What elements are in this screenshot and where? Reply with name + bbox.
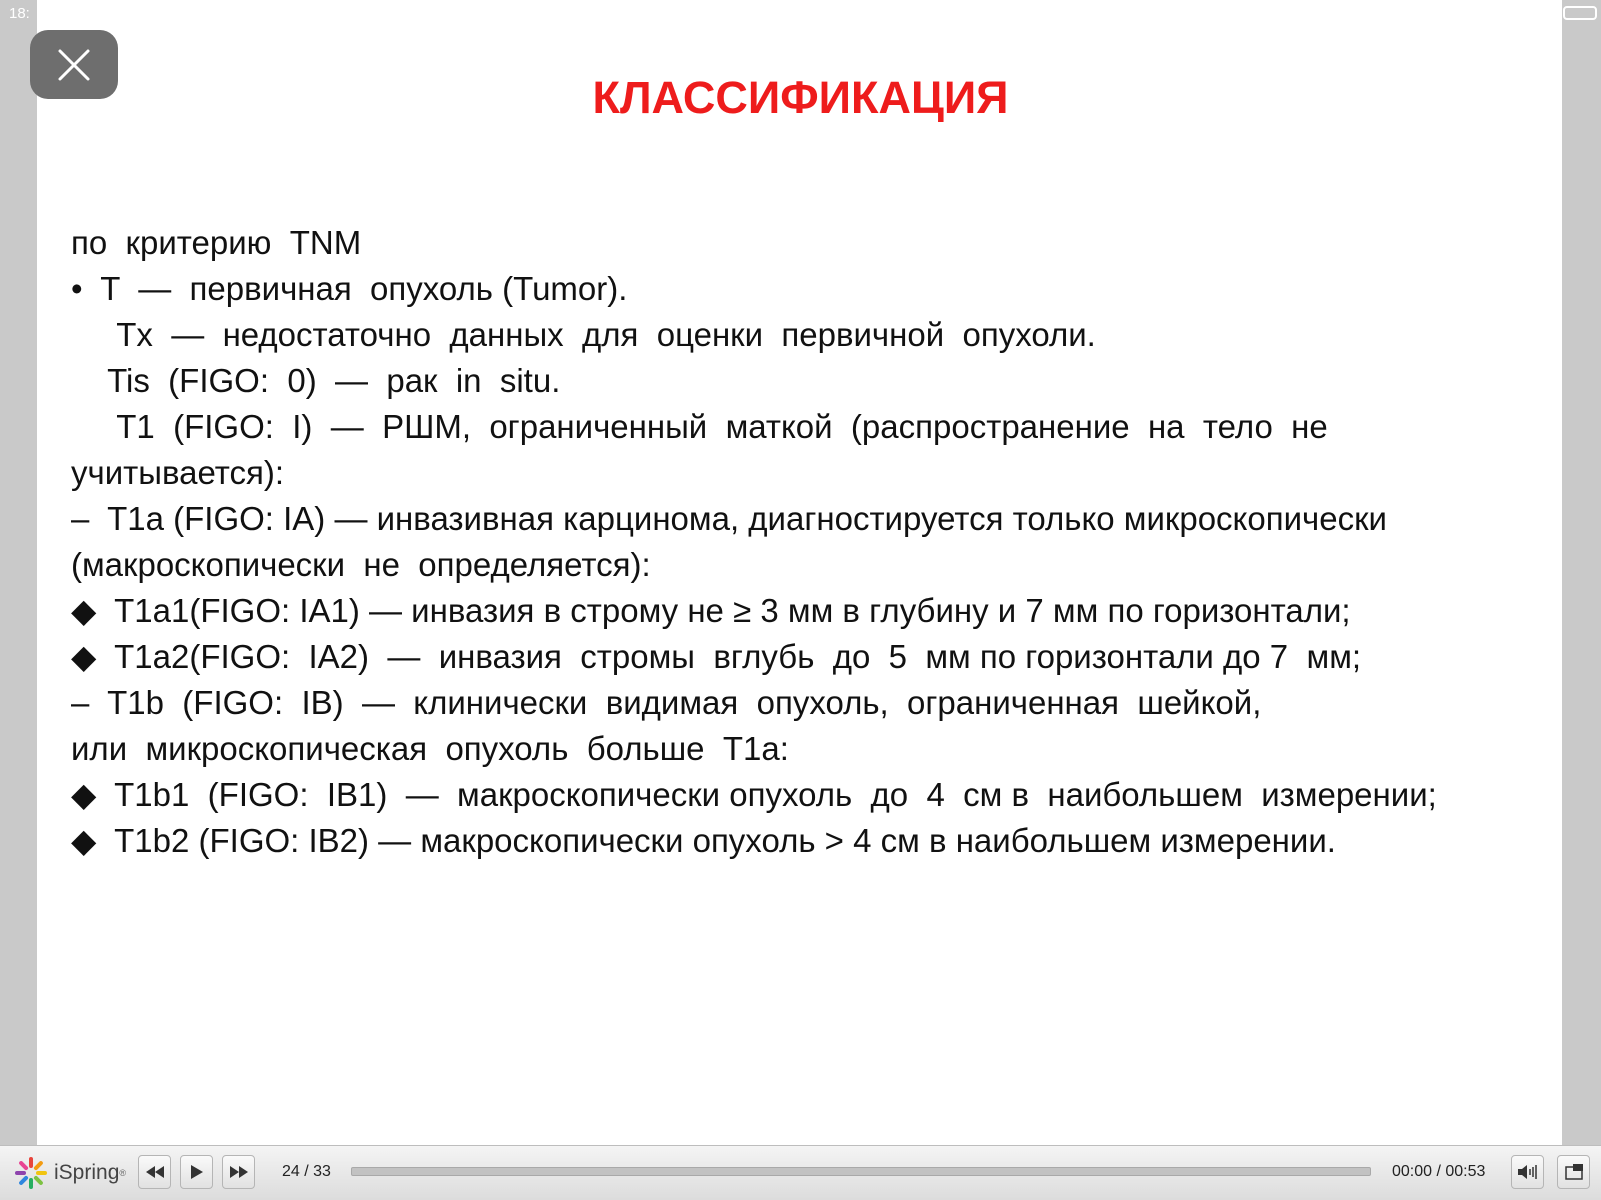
status-time: 18: [9,5,30,22]
slide-text-line: или микроскопическая опухоль больше T1a: [71,730,789,767]
slide-text-line: по критерию TNM [71,224,362,261]
volume-icon [1518,1164,1538,1180]
fullscreen-button[interactable] [1557,1155,1590,1189]
slide-counter: 24 / 33 [282,1163,331,1180]
slide-text-line: ◆ T1a2(FIGO: IA2) — инвазия стромы вглубь до 5 мм по горизонтали до 7 мм; [71,638,1362,675]
slide-body [71,220,1571,864]
volume-button[interactable] [1511,1155,1544,1189]
slide-text-line: • T — первичная опухоль (Tumor). [71,270,628,307]
play-button[interactable] [180,1155,213,1189]
slide-text-line: (макроскопически не определяется): [71,546,651,583]
slide-text-line: учитывается): [71,454,285,491]
player-toolbar [0,1145,1601,1200]
slide-text-line: ◆ T1a1(FIGO: IA1) — инвазия в строму не ≥ 3 мм в глубину и 7 мм по горизонтали; [71,592,1351,629]
slide-text-line: Tx — недостаточно данных для оценки первичной опухоли. [71,316,1096,353]
slide-text-line: Tis (FIGO: 0) — рак in situ. [71,362,561,399]
brand-name: iSpring [54,1161,120,1184]
progress-bar[interactable] [351,1167,1371,1176]
fast-forward-icon [230,1166,248,1178]
ispring-flower-icon [14,1156,48,1190]
slide-title: КЛАССИФИКАЦИЯ [592,72,1009,123]
rewind-icon [146,1166,164,1178]
brand-registered-mark: ® [119,1168,127,1178]
battery-icon [1563,6,1597,20]
slide-text-line: ◆ T1b2 (FIGO: IB2) — макроскопически опухоль > 4 см в наибольшем измерении. [71,822,1336,859]
ispring-logo [14,1156,126,1190]
previous-slide-button[interactable] [138,1155,171,1189]
play-icon [191,1165,203,1179]
next-slide-button[interactable] [222,1155,255,1189]
slide-text-line: ◆ T1b1 (FIGO: IB1) — макроскопически опухоль до 4 см в наибольшем измерении; [71,776,1437,813]
fullscreen-icon [1565,1164,1583,1180]
slide-text-line: – T1b (FIGO: IB) — клинически видимая опухоль, ограниченная шейкой, [71,684,1262,721]
time-readout: 00:00 / 00:53 [1392,1163,1486,1180]
slide-text-line: T1 (FIGO: I) — РШМ, ограниченный маткой (распространение на тело не [71,408,1328,445]
slide-text-line: – T1a (FIGO: IA) — инвазивная карцинома, диагностируется только микроскопически [71,500,1387,537]
